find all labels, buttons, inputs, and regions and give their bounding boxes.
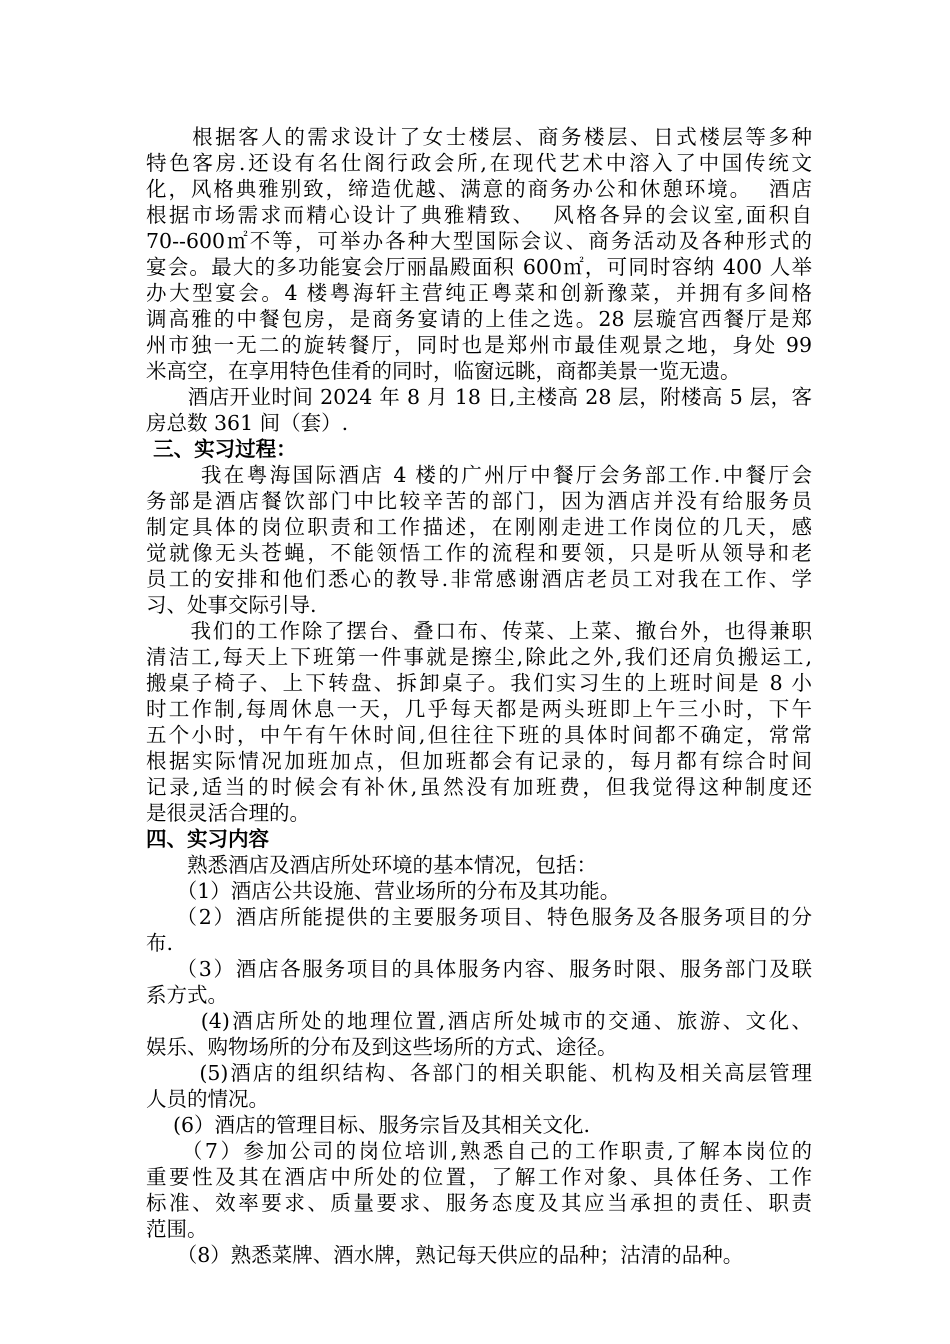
text-line: (6）酒店的管理目标、服务宗旨及其相关文化. [146,1113,591,1137]
text-line: 重要性及其在酒店中所处的位置，了解工作对象、具体任务、工作 [146,1165,812,1189]
text-line: 我们的工作除了摆台、叠口布、传菜、上菜、撤台外，也得兼职 [146,619,812,643]
text-line: 米高空，在享用特色佳肴的同时，临窗远眺，商都美景一览无遗。 [146,359,741,383]
text-line: 觉就像无头苍蝇，不能领悟工作的流程和要领，只是听从领导和老 [146,541,812,565]
text-line: 务部是酒店餐饮部门中比较辛苦的部门，因为酒店并没有给服务员 [146,489,812,513]
text-line: 宴会。最大的多功能宴会厅丽晶殿面积 600㎡，可同时容纳 400 人举 [146,255,812,279]
text-line: 70--600㎡不等，可举办各种大型国际会议、商务活动及各种形式的 [146,229,812,253]
text-line: (4)酒店所处的地理位置,酒店所处城市的交通、旅游、文化、 [146,1009,812,1033]
text-line: 根据实际情况加班加点，但加班都会有记录的，每月都有综合时间 [146,749,812,773]
text-line: （8）熟悉菜牌、酒水牌，熟记每天供应的品种；沽清的品种。 [146,1243,744,1267]
text-line: （3）酒店各服务项目的具体服务内容、服务时限、服务部门及联 [146,957,812,981]
text-line: 我在粤海国际酒店 4 楼的广州厅中餐厅会务部工作.中餐厅会 [146,463,812,487]
text-line: 房总数 361 间（套）. [146,411,349,435]
text-line: 特色客房.还设有名仕阁行政会所,在现代艺术中溶入了中国传统文 [146,151,812,175]
section-heading: 三、实习过程： [146,437,297,461]
text-line: 布. [146,931,174,955]
text-line: 熟悉酒店及酒店所处环境的基本情况，包括： [146,853,597,877]
text-line: 人员的情况。 [146,1087,269,1111]
text-line: 根据客人的需求设计了女士楼层、商务楼层、日式楼层等多种 [146,125,812,149]
text-line: 时工作制,每周休息一天，几乎每天都是两头班即上午三小时，下午 [146,697,812,721]
text-line: 办大型宴会。4 楼粤海轩主营纯正粤菜和创新豫菜，并拥有多间格 [146,281,812,305]
text-line: （7）参加公司的岗位培训,熟悉自己的工作职责,了解本岗位的 [146,1139,812,1163]
text-line: 记录,适当的时候会有补休,虽然没有加班费，但我觉得这种制度还 [146,775,812,799]
text-line: 五个小时，中午有午休时间,但往往下班的具体时间都不确定，常常 [146,723,812,747]
text-line: 娱乐、购物场所的分布及到这些场所的方式、途径。 [146,1035,618,1059]
section-heading: 四、实习内容 [146,827,269,851]
text-line: （1）酒店公共设施、营业场所的分布及其功能。 [146,879,621,903]
text-line: 清洁工,每天上下班第一件事就是擦尘,除此之外,我们还肩负搬运工, [146,645,812,669]
text-line: 酒店开业时间 2024 年 8 月 18 日,主楼高 28 层，附楼高 5 层，客 [146,385,812,409]
text-line: (5)酒店的组织结构、各部门的相关职能、机构及相关高层管理 [146,1061,812,1085]
text-line: 调高雅的中餐包房，是商务宴请的上佳之选。28 层璇宫西餐厅是郑 [146,307,812,331]
text-line: （2）酒店所能提供的主要服务项目、特色服务及各服务项目的分 [146,905,812,929]
text-line: 系方式。 [146,983,228,1007]
text-line: 范围。 [146,1217,208,1241]
text-line: 员工的安排和他们悉心的教导.非常感谢酒店老员工对我在工作、学 [146,567,812,591]
text-line: 根据市场需求而精心设计了典雅精致、 风格各异的会议室,面积自 [146,203,812,227]
text-line: 搬桌子椅子、上下转盘、拆卸桌子。我们实习生的上班时间是 8 小 [146,671,812,695]
text-line: 是很灵活合理的。 [146,801,310,825]
text-line: 制定具体的岗位职责和工作描述，在刚刚走进工作岗位的几天，感 [146,515,812,539]
text-line: 标准、效率要求、质量要求、服务态度及其应当承担的责任、职责 [146,1191,812,1215]
text-line: 州市独一无二的旋转餐厅，同时也是郑州市最佳观景之地，身处 99 [146,333,812,357]
text-line: 化，风格典雅别致，缔造优越、满意的商务办公和休憩环境。 酒店 [146,177,812,201]
text-line: 习、处事交际引导. [146,593,317,617]
